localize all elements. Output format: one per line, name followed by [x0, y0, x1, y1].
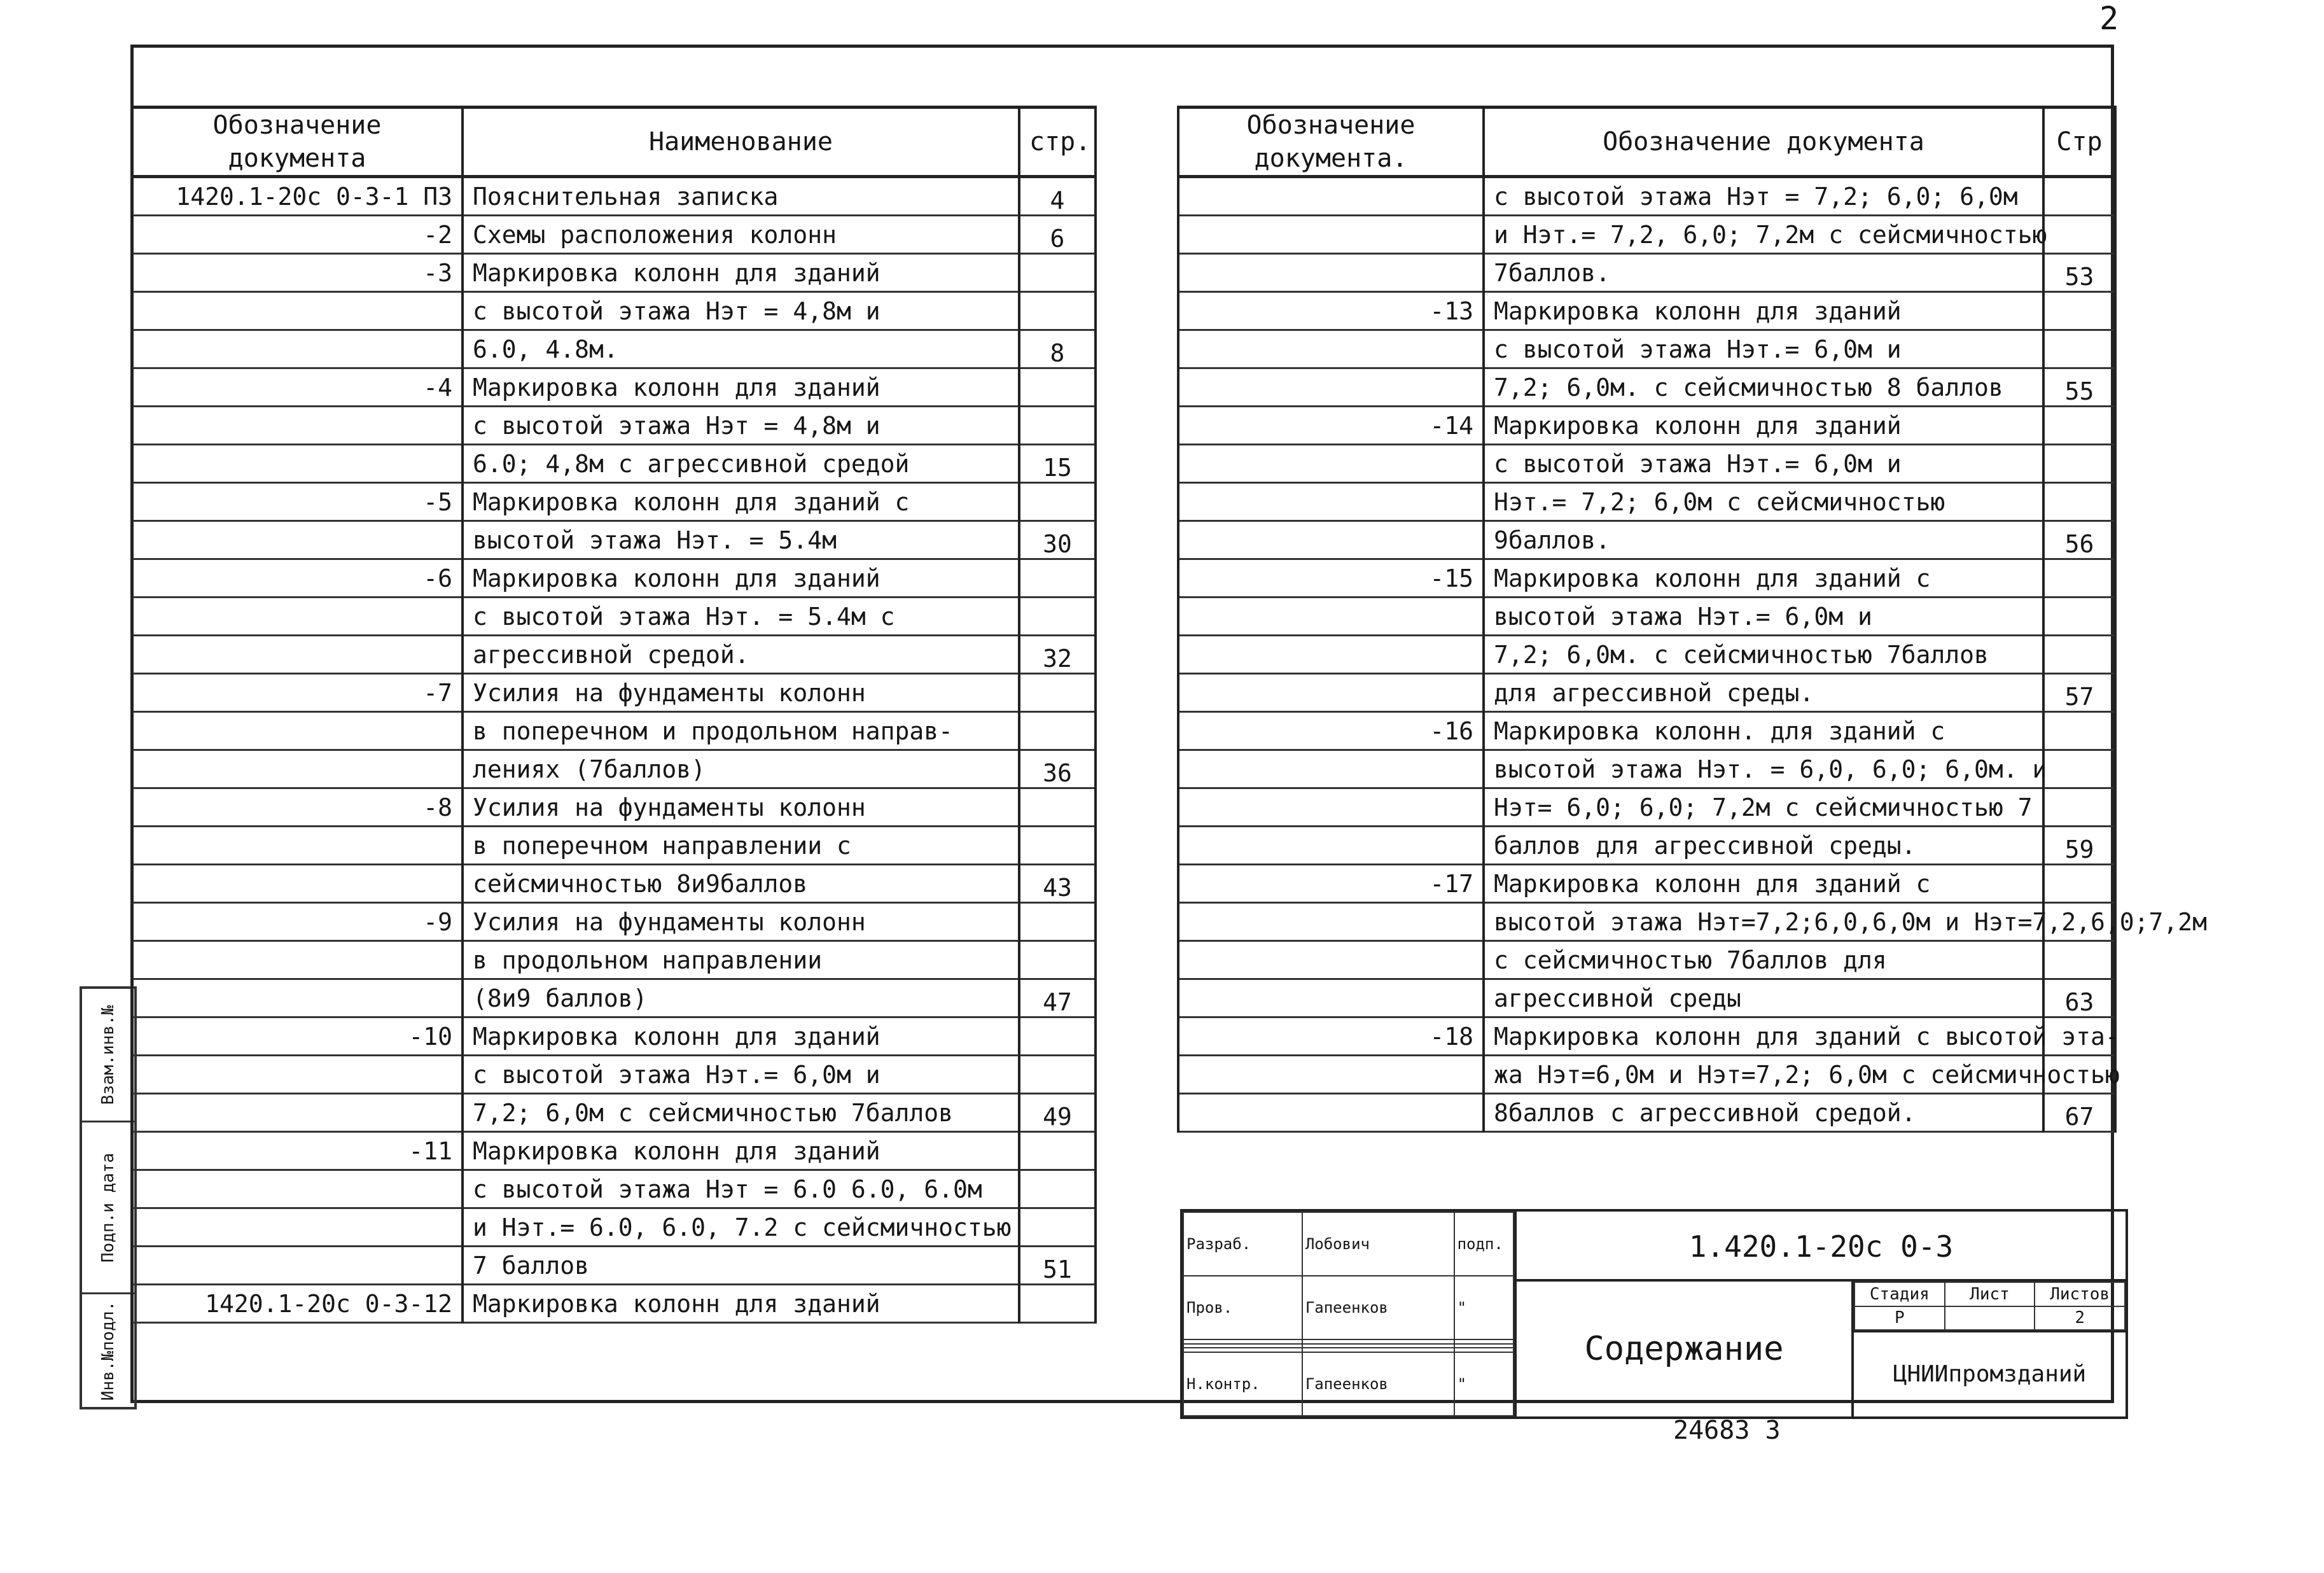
name-cell: баллов для агрессивной среды. [1484, 827, 2043, 865]
table-row [132, 636, 1096, 674]
page-cell: 59 [2043, 827, 2115, 865]
table-row [132, 1170, 1096, 1208]
table-row [132, 1017, 1096, 1056]
document-code-cell [132, 750, 463, 788]
table-row [132, 1094, 1096, 1132]
table-row [132, 254, 1096, 292]
table-row [132, 521, 1096, 559]
name-cell: с высотой этажа Нэт.= 6,0м и [1484, 330, 2043, 368]
role-cell: Разраб. [1183, 1212, 1302, 1276]
document-code-cell [132, 598, 463, 636]
table-row [1178, 979, 2115, 1017]
name-cell: 7,2; 6,0м. с сейсмичностью 8 баллов [1484, 368, 2043, 407]
table-row [132, 1208, 1096, 1247]
table-row [132, 559, 1096, 598]
name-cell: Маркировка колонн для зданий [1484, 292, 2043, 330]
name-cell: с высотой этажа Нэт. = 5.4м с [463, 598, 1019, 636]
page-cell [2043, 292, 2115, 330]
signature-row [1183, 1344, 1513, 1348]
page-cell: 56 [2043, 521, 2115, 559]
side-stamp-strip [80, 986, 137, 1409]
sheet-info [1854, 1282, 2126, 1332]
page-cell: 51 [1019, 1247, 1096, 1285]
page-cell [1019, 712, 1096, 750]
document-code: 1.420.1-20с 0-3 [1517, 1212, 2126, 1282]
document-code-cell: -11 [132, 1132, 463, 1170]
document-code-cell [1178, 1056, 1484, 1094]
table-row [1178, 330, 2115, 368]
name-cell: с высотой этажа Нэт = 4,8м и [463, 407, 1019, 445]
table-row [132, 598, 1096, 636]
table-row [132, 788, 1096, 827]
document-code-cell [1178, 483, 1484, 521]
document-code-cell: -14 [1178, 407, 1484, 445]
page-cell: 6 [1019, 216, 1096, 254]
table-row [132, 368, 1096, 407]
document-code-cell [132, 941, 463, 979]
table-row [1178, 674, 2115, 712]
name-cell: Маркировка колонн для зданий [463, 254, 1019, 292]
table-row [132, 979, 1096, 1017]
name-cell: с высотой этажа Нэт = 4,8м и [463, 292, 1019, 330]
document-code-cell [1178, 636, 1484, 674]
document-code-cell [132, 1170, 463, 1208]
page-cell: 15 [1019, 445, 1096, 483]
document-code-cell [1178, 598, 1484, 636]
contents-table-left [130, 106, 1097, 1324]
name-cell: Маркировка колонн для зданий [463, 1017, 1019, 1056]
table-row [1178, 407, 2115, 445]
document-code-cell [1178, 330, 1484, 368]
page-cell [2043, 407, 2115, 445]
table-row [132, 483, 1096, 521]
page-cell [1019, 903, 1096, 941]
name-cell: Маркировка колонн для зданий с высотой эта- [1484, 1017, 2043, 1056]
name-cell: 6.0, 4.8м. [463, 330, 1019, 368]
page-cell [1019, 788, 1096, 827]
document-code-cell: -18 [1178, 1017, 1484, 1056]
sheets-label: Листов [2035, 1282, 2125, 1306]
page-cell [2043, 483, 2115, 521]
table-row [1178, 254, 2115, 292]
name-cell: Усилия на фундаменты колонн [463, 788, 1019, 827]
name-cell: Пояснительная записка [463, 177, 1019, 216]
document-code-cell [1178, 177, 1484, 216]
page-cell: 43 [1019, 865, 1096, 903]
page-cell [2043, 712, 2115, 750]
name-cell: Маркировка колонн для зданий [1484, 407, 2043, 445]
page-cell: 63 [2043, 979, 2115, 1017]
document-code-cell [1178, 674, 1484, 712]
page-cell [2043, 941, 2115, 979]
signature-cell: подп. [1454, 1212, 1513, 1276]
table-row [1178, 712, 2115, 750]
contents-table-right [1177, 106, 2208, 1133]
page-cell [2043, 559, 2115, 598]
signature-row [1183, 1339, 1513, 1344]
table-row [132, 712, 1096, 750]
document-code-cell [132, 292, 463, 330]
organization: ЦНИИпромзданий [1893, 1361, 2087, 1387]
document-code-cell: -2 [132, 216, 463, 254]
role-cell: Н.контр. [1183, 1352, 1302, 1416]
name-cell: для агрессивной среды. [1484, 674, 2043, 712]
table-row [132, 216, 1096, 254]
page-cell [2043, 598, 2115, 636]
page-cell [1019, 598, 1096, 636]
name-cell: в поперечном и продольном направ- [463, 712, 1019, 750]
document-code-cell [1178, 1094, 1484, 1132]
page-cell [2043, 788, 2115, 827]
page-cell: 36 [1019, 750, 1096, 788]
surname-cell [1302, 1348, 1454, 1352]
surname-cell: Гапеенков [1302, 1352, 1454, 1416]
page-cell: 67 [2043, 1094, 2115, 1132]
page-cell: 49 [1019, 1094, 1096, 1132]
page-cell [2043, 177, 2115, 216]
table-row [1178, 865, 2115, 903]
side-cell-replaced-inv [82, 989, 134, 1122]
page-cell [2043, 636, 2115, 674]
document-code-cell: -8 [132, 788, 463, 827]
header-page: стр. [1019, 108, 1096, 177]
page-cell: 57 [2043, 674, 2115, 712]
page-cell [1019, 254, 1096, 292]
name-cell: агрессивной среды [1484, 979, 2043, 1017]
sheet-title: Содержание [1517, 1282, 1854, 1416]
role-cell [1183, 1339, 1302, 1344]
name-cell: с высотой этажа Нэт.= 6,0м и [463, 1056, 1019, 1094]
name-cell: Маркировка колонн для зданий с [1484, 865, 2043, 903]
surname-cell: Гапеенков [1302, 1276, 1454, 1339]
document-code-cell [132, 979, 463, 1017]
table-row [1178, 483, 2115, 521]
name-cell: Маркировка колонн для зданий с [1484, 559, 2043, 598]
page-cell [1019, 941, 1096, 979]
sheet-label: Лист [1945, 1282, 2035, 1306]
signature-row [1183, 1348, 1513, 1352]
side-cell-sign-date [82, 1122, 134, 1294]
document-code-cell [1178, 827, 1484, 865]
table-row [132, 1247, 1096, 1285]
surname-cell [1302, 1339, 1454, 1344]
table-row [132, 827, 1096, 865]
name-cell: высотой этажа Нэт=7,2;6,0,6,0м и Нэт=7,2,6,0;7,2м [1484, 903, 2043, 941]
name-cell: и Нэт.= 6.0, 6.0, 7.2 с сейсмичностью [463, 1208, 1019, 1247]
name-cell: Нэт= 6,0; 6,0; 7,2м с сейсмичностью 7 [1484, 788, 2043, 827]
page-cell [1019, 559, 1096, 598]
name-cell: с сейсмичностью 7баллов для [1484, 941, 2043, 979]
name-cell: в поперечном направлении с [463, 827, 1019, 865]
side-cell-original-inv [82, 1294, 134, 1407]
signature-cell: " [1454, 1352, 1513, 1416]
side-label-original-inv: Инв.№подл. [99, 1301, 118, 1401]
page-cell [1019, 1208, 1096, 1247]
role-cell [1183, 1348, 1302, 1352]
document-code-cell [1178, 788, 1484, 827]
stage-label: Стадия [1854, 1282, 1945, 1306]
name-cell: Схемы расположения колонн [463, 216, 1019, 254]
header-name: Наименование [463, 108, 1019, 177]
archive-number: 24683 3 [1673, 1416, 1781, 1445]
name-cell: 7,2; 6,0м с сейсмичностью 7баллов [463, 1094, 1019, 1132]
document-code-cell: -16 [1178, 712, 1484, 750]
name-cell: в продольном направлении [463, 941, 1019, 979]
signature-row [1183, 1276, 1513, 1339]
name-cell: и Нэт.= 7,2, 6,0; 7,2м с сейсмичностью [1484, 216, 2043, 254]
table-row [132, 865, 1096, 903]
name-cell: с высотой этажа Нэт.= 6,0м и [1484, 445, 2043, 483]
signature-row [1183, 1212, 1513, 1276]
name-cell: высотой этажа Нэт. = 6,0, 6,0; 6,0м. и [1484, 750, 2043, 788]
signature-cell [1454, 1339, 1513, 1344]
name-cell: Маркировка колонн для зданий [463, 368, 1019, 407]
document-code-cell [132, 330, 463, 368]
table-row [1178, 636, 2115, 674]
document-code-cell [1178, 941, 1484, 979]
page-cell: 53 [2043, 254, 2115, 292]
page-cell [1019, 827, 1096, 865]
document-code-cell: -5 [132, 483, 463, 521]
document-code-cell: -4 [132, 368, 463, 407]
table-row [1178, 598, 2115, 636]
side-label-replaced-inv: Взам.инв.№ [99, 1005, 118, 1105]
table-row [132, 292, 1096, 330]
document-code-cell [132, 1056, 463, 1094]
name-cell: Маркировка колонн для зданий [463, 1285, 1019, 1323]
page-cell: 47 [1019, 979, 1096, 1017]
name-cell: агрессивной средой. [463, 636, 1019, 674]
name-cell: с высотой этажа Нэт = 7,2; 6,0; 6,0м [1484, 177, 2043, 216]
table-row [132, 445, 1096, 483]
page-number: 2 [2099, 0, 2119, 37]
page-cell [1019, 1285, 1096, 1323]
table-row [1178, 1094, 2115, 1132]
document-code-cell: -6 [132, 559, 463, 598]
document-code-cell [132, 865, 463, 903]
page-cell [2043, 216, 2115, 254]
page-cell: 4 [1019, 177, 1096, 216]
document-code-cell [1178, 445, 1484, 483]
surname-cell [1302, 1344, 1454, 1348]
signature-cell [1454, 1344, 1513, 1348]
page-cell [1019, 1132, 1096, 1170]
table-row [1178, 903, 2115, 941]
page-cell [1019, 292, 1096, 330]
page-cell [1019, 368, 1096, 407]
page-cell: 30 [1019, 521, 1096, 559]
name-cell: Усилия на фундаменты колонн [463, 674, 1019, 712]
table-row [132, 330, 1096, 368]
name-cell: 7,2; 6,0м. с сейсмичностью 7баллов [1484, 636, 2043, 674]
table-row [132, 177, 1096, 216]
document-code-cell [1178, 903, 1484, 941]
page-cell: 32 [1019, 636, 1096, 674]
table-row [1178, 177, 2115, 216]
document-code-cell: -17 [1178, 865, 1484, 903]
table-row [132, 1285, 1096, 1323]
table-header-row [1178, 108, 2115, 177]
document-code-cell: -15 [1178, 559, 1484, 598]
table-row [1178, 292, 2115, 330]
header-document-code: Обозначение документа. [1178, 108, 1484, 177]
page-cell [2043, 865, 2115, 903]
table-row [1178, 368, 2115, 407]
name-cell: жа Нэт=6,0м и Нэт=7,2; 6,0м с сейсмичностью [1484, 1056, 2043, 1094]
document-code-cell [1178, 216, 1484, 254]
table-row [1178, 750, 2115, 788]
name-cell: высотой этажа Нэт. = 5.4м [463, 521, 1019, 559]
document-code-cell [1178, 521, 1484, 559]
document-code-cell [1178, 979, 1484, 1017]
signature-grid [1183, 1212, 1517, 1416]
role-cell: Пров. [1183, 1276, 1302, 1339]
document-code-cell [132, 445, 463, 483]
document-code-cell [1178, 254, 1484, 292]
name-cell: 8баллов с агрессивной средой. [1484, 1094, 2043, 1132]
document-code-cell: -7 [132, 674, 463, 712]
signature-row [1183, 1352, 1513, 1416]
stage-value: Р [1854, 1306, 1945, 1331]
document-code-cell [132, 407, 463, 445]
table-row [132, 407, 1096, 445]
page-cell [1019, 1170, 1096, 1208]
page-cell [1019, 483, 1096, 521]
role-cell [1183, 1344, 1302, 1348]
table-row [132, 1056, 1096, 1094]
surname-cell: Лобович [1302, 1212, 1454, 1276]
document-code-cell [132, 827, 463, 865]
document-code-cell: 1420.1-20с 0-3-1 П3 [132, 177, 463, 216]
document-code-cell [1178, 368, 1484, 407]
side-label-sign-date: Подп.и дата [99, 1152, 118, 1262]
header-document-code: Обозначение документа [132, 108, 463, 177]
page-cell [1019, 1017, 1096, 1056]
name-cell: лениях (7баллов) [463, 750, 1019, 788]
title-block [1180, 1209, 2128, 1419]
page-cell: 55 [2043, 368, 2115, 407]
name-cell: сейсмичностью 8и9баллов [463, 865, 1019, 903]
document-code-cell: -13 [1178, 292, 1484, 330]
table-row [132, 674, 1096, 712]
name-cell: Усилия на фундаменты колонн [463, 903, 1019, 941]
page-cell [2043, 445, 2115, 483]
page-cell [1019, 674, 1096, 712]
table-row [1178, 559, 2115, 598]
name-cell: 9баллов. [1484, 521, 2043, 559]
page-cell [2043, 750, 2115, 788]
table-row [132, 1132, 1096, 1170]
header-name: Обозначение документа [1484, 108, 2043, 177]
document-code-cell [132, 712, 463, 750]
name-cell: 7баллов. [1484, 254, 2043, 292]
table-row [132, 941, 1096, 979]
name-cell: Маркировка колонн для зданий с [463, 483, 1019, 521]
name-cell: 7 баллов [463, 1247, 1019, 1285]
table-row [1178, 445, 2115, 483]
table-row [1178, 521, 2115, 559]
sheet-value [1945, 1306, 2035, 1331]
name-cell: Нэт.= 7,2; 6,0м с сейсмичностью [1484, 483, 2043, 521]
name-cell: Маркировка колонн для зданий [463, 1132, 1019, 1170]
table-row [1178, 827, 2115, 865]
signature-cell: " [1454, 1276, 1513, 1339]
table-row [132, 750, 1096, 788]
table-row [1178, 1017, 2115, 1056]
page-cell: 8 [1019, 330, 1096, 368]
table-row [1178, 216, 2115, 254]
page-cell [1019, 1056, 1096, 1094]
header-page: Стр [2043, 108, 2115, 177]
table-row [1178, 1056, 2115, 1094]
document-code-cell: -10 [132, 1017, 463, 1056]
page-cell [1019, 407, 1096, 445]
page-cell [2043, 330, 2115, 368]
name-cell: с высотой этажа Нэт = 6.0 6.0, 6.0м [463, 1170, 1019, 1208]
table-row [1178, 788, 2115, 827]
document-code-cell: 1420.1-20с 0-3-12 [132, 1285, 463, 1323]
sheets-value: 2 [2035, 1306, 2125, 1331]
table-header-row [132, 108, 1096, 177]
document-code-cell [132, 1247, 463, 1285]
table-row [1178, 941, 2115, 979]
name-cell: высотой этажа Нэт.= 6,0м и [1484, 598, 2043, 636]
signature-cell [1454, 1348, 1513, 1352]
name-cell: 6.0; 4,8м с агрессивной средой [463, 445, 1019, 483]
document-code-cell [132, 1094, 463, 1132]
document-code-cell [132, 636, 463, 674]
document-code-cell [132, 521, 463, 559]
document-code-cell [132, 1208, 463, 1247]
document-code-cell: -3 [132, 254, 463, 292]
table-row [132, 903, 1096, 941]
document-code-cell [1178, 750, 1484, 788]
document-code-cell: -9 [132, 903, 463, 941]
name-cell: (8и9 баллов) [463, 979, 1019, 1017]
name-cell: Маркировка колонн для зданий [463, 559, 1019, 598]
name-cell: Маркировка колонн. для зданий с [1484, 712, 2043, 750]
